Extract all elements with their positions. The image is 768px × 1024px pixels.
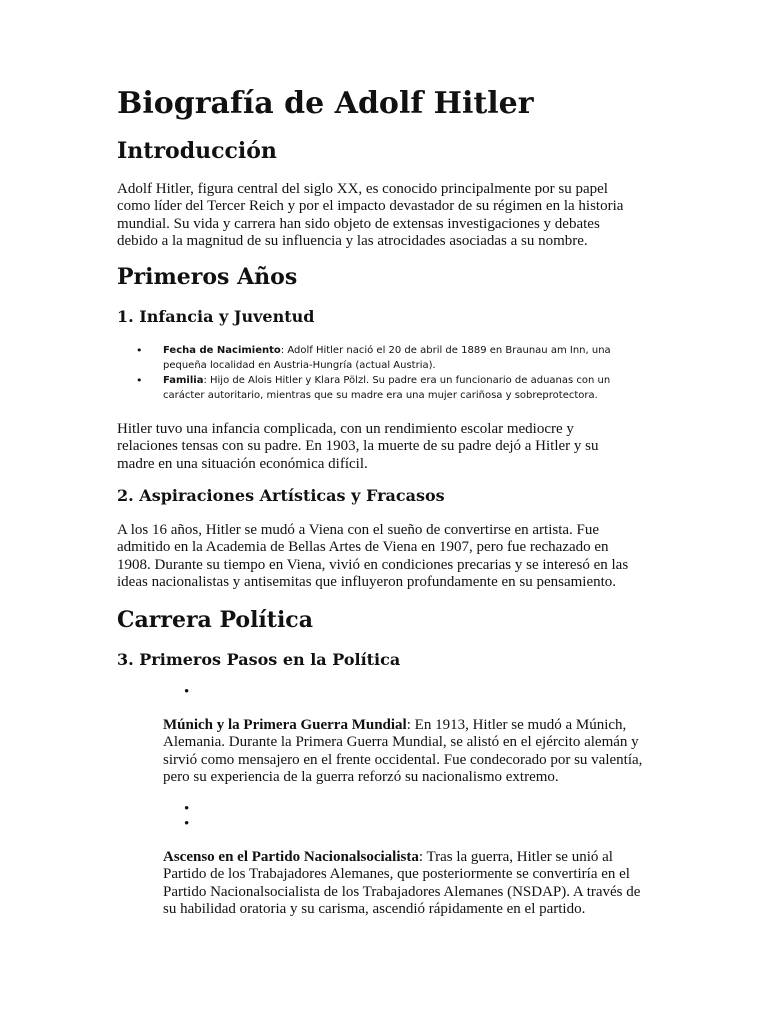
infancia-list bbox=[136, 344, 626, 404]
paragraph-text: : En 1913, Hitler se mudó a Múnich, Alemania. Durante la Primera Guerra Mundial, se alistó en el ejército alemán y sirvió como mensajero en el frente occidental. Fue condecorado por su valentía, pero su experiencia de la guerra reforzó su nacionalismo extremo. bbox=[163, 717, 643, 786]
paragraph-label: Ascenso en el Partido Nacionalsocialista bbox=[163, 849, 419, 865]
list-item-label: Fecha de Nacimiento bbox=[163, 345, 281, 356]
paragraph-label: Múnich y la Primera Guerra Mundial bbox=[163, 717, 407, 733]
list-item-text: : Hijo de Alois Hitler y Klara Pölzl. Su padre era un funcionario de aduanas con un carácter autoritario, mientras que su madre era una mujer cariñosa y sobreprotectora. bbox=[163, 375, 611, 401]
ascenso-paragraph bbox=[163, 849, 657, 919]
heading-carrera-politica: Carrera Política bbox=[117, 607, 313, 633]
aspiraciones-paragraph: A los 16 años, Hitler se mudó a Viena con el sueño de convertirse en artista. Fue admitido en la Academia de Bellas Artes de Viena en 1907, pero fue rechazado en 1908. Durante su tiempo en Viena, vivió en condiciones precarias y se interesó en las ideas nacionalistas y antisemitas que influyeron profundamente en su pensamiento. bbox=[117, 522, 629, 591]
list-item-label: Familia bbox=[163, 375, 204, 386]
document-title: Biografía de Adolf Hitler bbox=[117, 86, 534, 121]
bullet-marker: • bbox=[184, 816, 190, 832]
list-item bbox=[136, 344, 626, 373]
heading-primeros-pasos: 3. Primeros Pasos en la Política bbox=[117, 650, 401, 669]
heading-aspiraciones: 2. Aspiraciones Artísticas y Fracasos bbox=[117, 486, 445, 505]
heading-primeros-anos: Primeros Años bbox=[117, 264, 298, 290]
bullet-marker: • bbox=[184, 684, 190, 700]
bullet-marker: • bbox=[184, 801, 190, 817]
heading-infancia-juventud: 1. Infancia y Juventud bbox=[117, 307, 315, 326]
list-item-text: : Adolf Hitler nació el 20 de abril de 1889 en Braunau am Inn, una pequeña localidad en Austria-Hungría (actual Austria). bbox=[163, 345, 611, 371]
infancia-paragraph: Hitler tuvo una infancia complicada, con un rendimiento escolar mediocre y relaciones tensas con su padre. En 1903, la muerte de su padre dejó a Hitler y su madre en una situación económica difícil. bbox=[117, 421, 599, 472]
paragraph-text: : Tras la guerra, Hitler se unió al Partido de los Trabajadores Alemanes, que posteriormente se convertiría en el Partido Nacionalsocialista de los Trabajadores Alemanes (NSDAP). A través de su habilidad oratoria y su carisma, ascendió rápidamente en el partido. bbox=[163, 849, 641, 918]
intro-paragraph: Adolf Hitler, figura central del siglo XX, es conocido principalmente por su papel como líder del Tercer Reich y por el impacto devastador de su régimen en la historia mundial. Su vida y carrera han sido objeto de extensas investigaciones y debates debido a la magnitud de su influencia y las atrocidades asociadas a su nombre. bbox=[117, 181, 624, 250]
list-item bbox=[136, 374, 626, 403]
munich-paragraph bbox=[163, 717, 657, 787]
heading-introduccion: Introducción bbox=[117, 138, 277, 164]
